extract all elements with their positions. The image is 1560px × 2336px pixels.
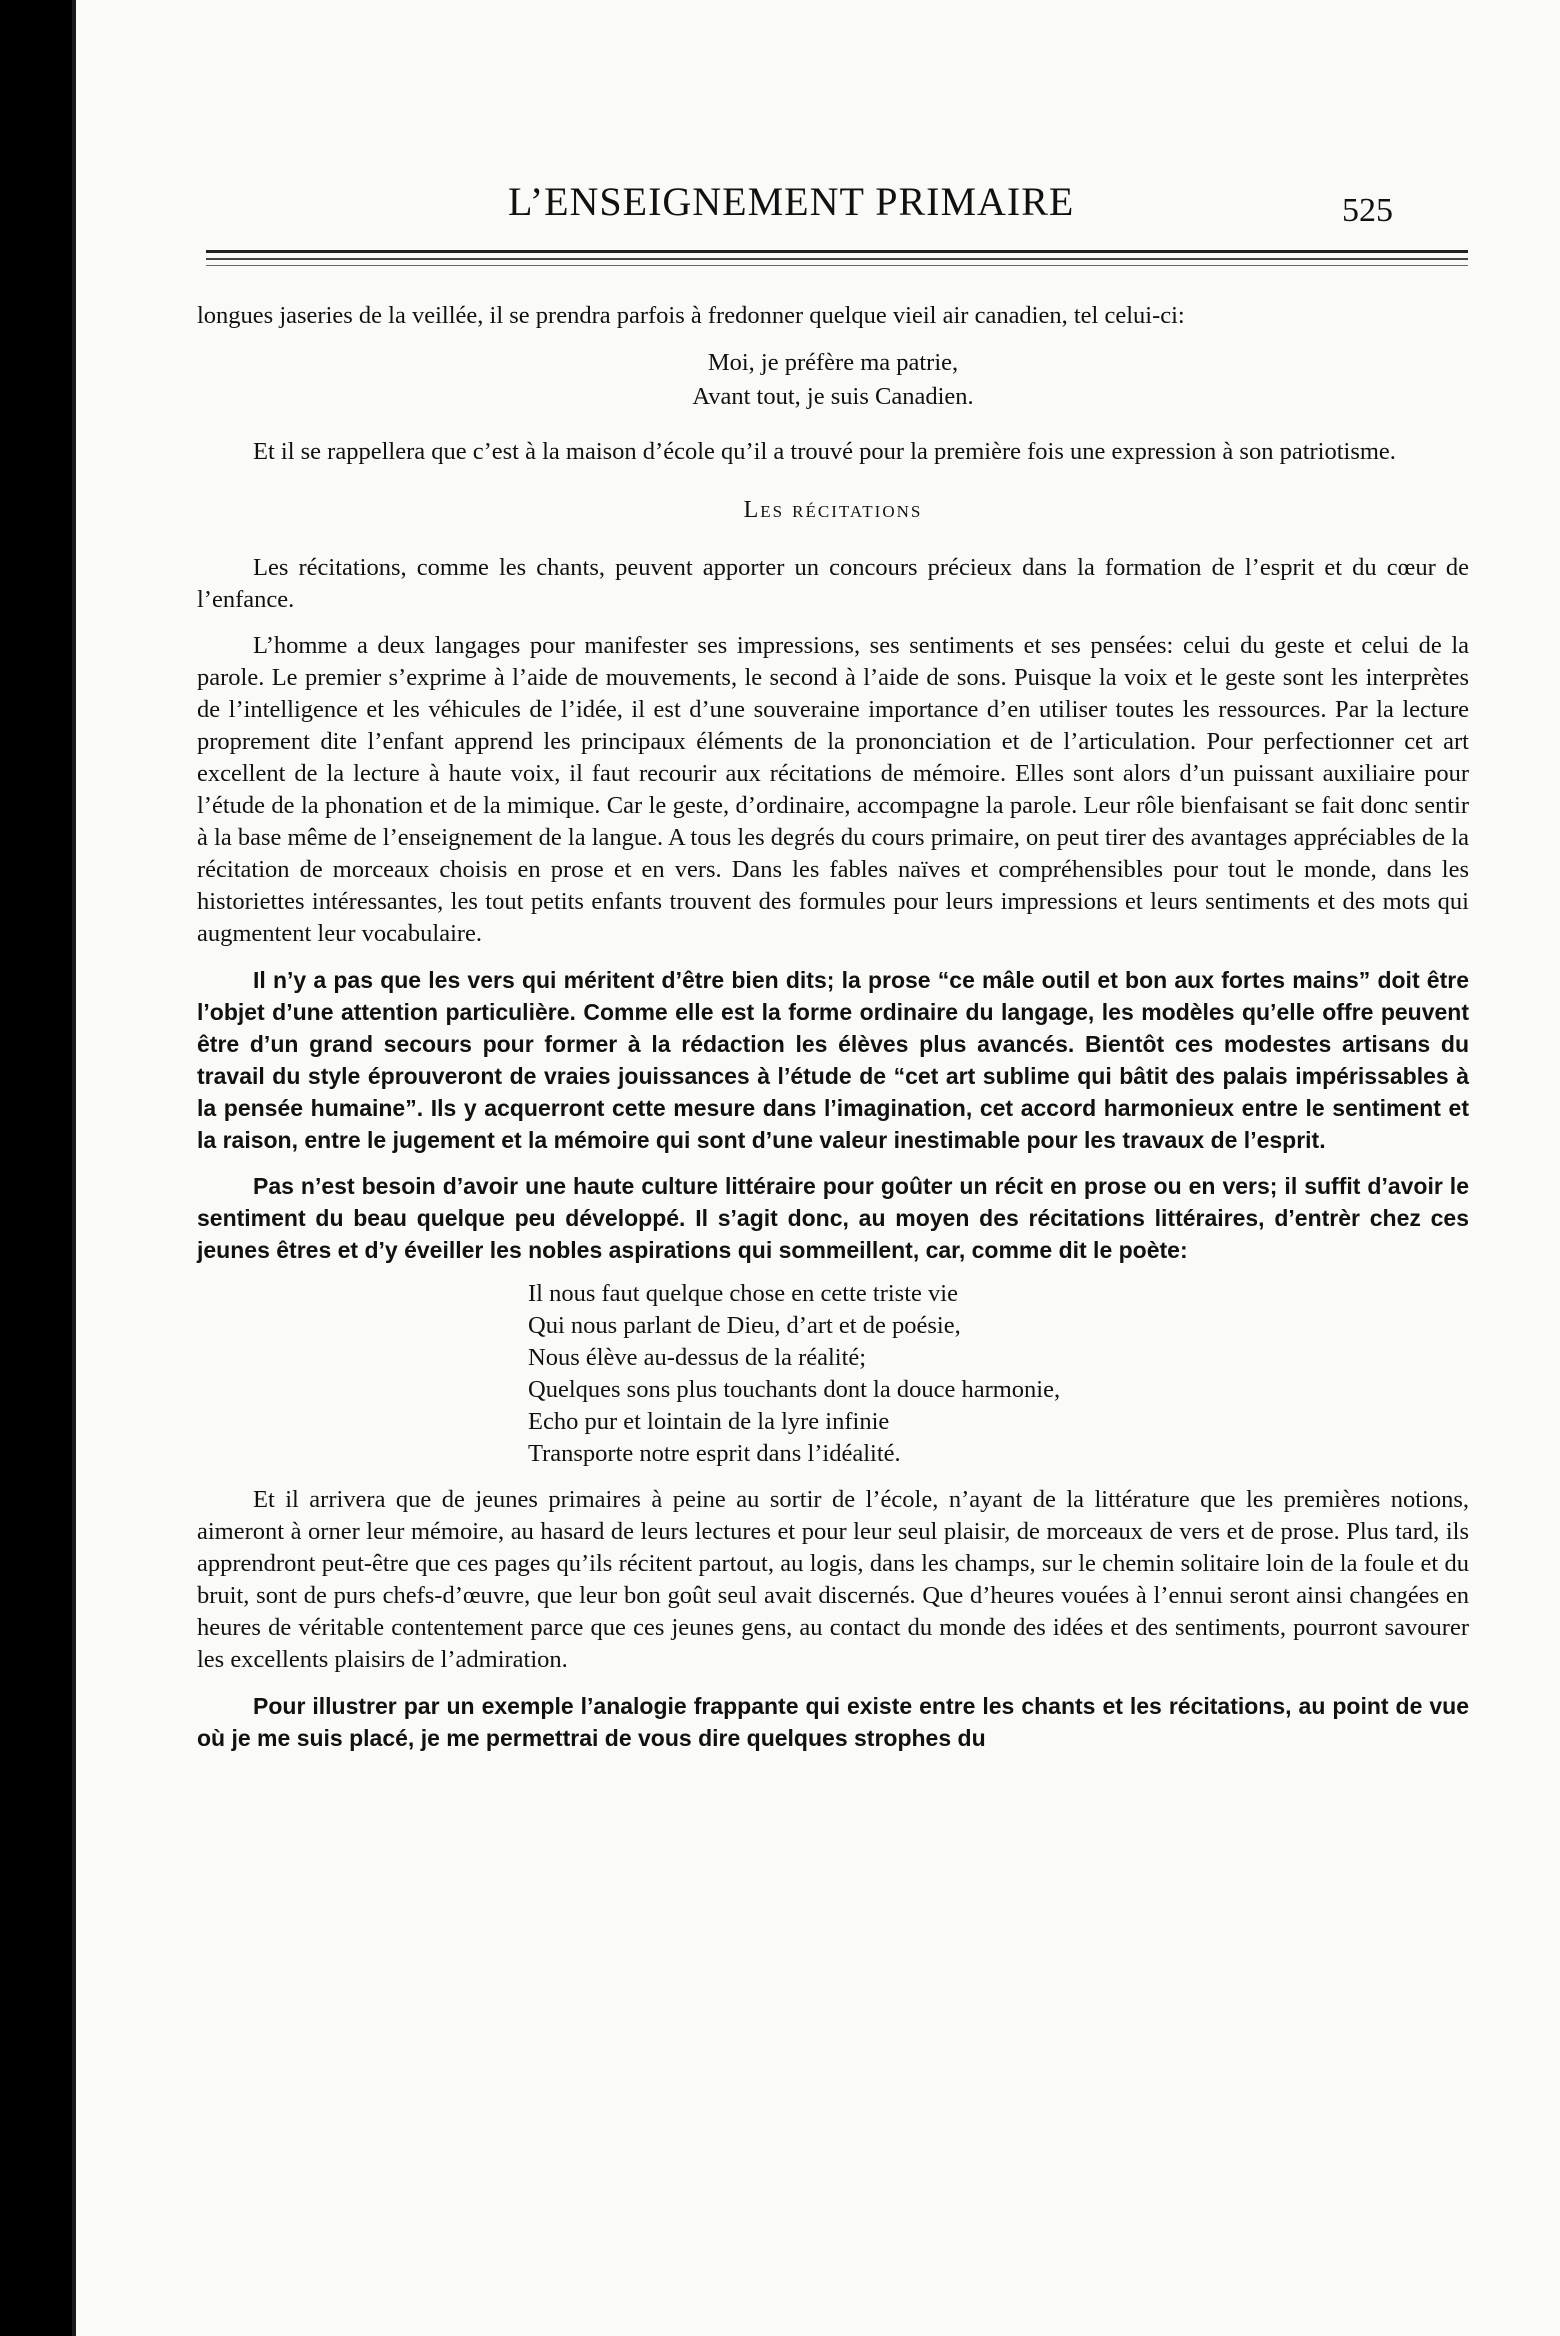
paragraph-jeunes-primaires: Et il arrivera que de jeunes primaires à peine au sortir de l’école, n’ayant de la littérature que les premières notions, aimeront à orner leur mémoire, au hasard de leurs lectures et pour leur seul plaisir, de morceaux de vers et de prose. Plus tard, ils apprendront peut-être que ces pages qu’ils récitent partout, au logis, dans les champs, sur le chemin solitaire loin de la foule et du bruit, sont de purs chefs-d’œuvre, que leur bon goût seul avait discernés. Que d’heures vouées à l’ennui seront ainsi changées en heures de véritable contentement parce que ces jeunes gens, au contact du monde des idées et des sentiments, pourront savourer les excellents plaisirs de l’admiration. <box>197 1486 1469 1673</box>
section-heading: Les récitations <box>743 497 923 523</box>
verse-line: Moi, je préfère ma patrie, <box>707 349 959 376</box>
page-body <box>197 300 1469 1754</box>
paragraph-recitations-intro: Les récitations, comme les chants, peuvent apporter un concours précieux dans la formation de l’esprit et du cœur de l’enfance. <box>197 554 1469 613</box>
paragraph-continuation: longues jaseries de la veillée, il se prendra parfois à fredonner quelque vieil air canadien, tel celui-ci: <box>197 302 1185 329</box>
paragraph-patriotisme: Et il se rappellera que c’est à la maison d’école qu’il a trouvé pour la première fois une expression à son patriotisme. <box>253 438 1396 465</box>
verse-line: Quelques sons plus touchants dont la douce harmonie, <box>528 1376 1061 1403</box>
verse-quote-poete <box>528 1278 1469 1470</box>
paragraph-deux-langages: L’homme a deux langages pour manifester ses impressions, ses sentiments et ses pensées: celui du geste et celui de la parole. Le premier s’exprime à l’aide de mouvements, le second à l’aide de sons. Puisque la voix et le geste sont les interprètes de l’intelligence et les véhicules de l’idée, il est d’une souveraine importance d’en utiliser toutes les ressources. Par la lecture proprement dite l’enfant apprend les principaux éléments de la prononciation et de l’articulation. Pour perfectionner cet art excellent de la lecture à haute voix, il faut recourir aux récitations de mémoire. Elles sont alors d’un puissant auxiliaire pour l’étude de la phonation et de la mimique. Car le geste, d’ordinaire, accompagne la parole. Leur rôle bienfaisant se fait donc sentir à la base même de l’enseignement de la langue. A tous les degrés du cours primaire, on peut tirer des avantages appréciables de la récitation de morceaux choisis en prose et en vers. Dans les fables naïves et compréhensibles pour tout le monde, dans les historiettes intéressantes, les tout petits enfants trouvent des formules pour leurs impressions et leurs sentiments et des mots qui augmentent leur vocabulaire. <box>197 632 1469 947</box>
running-head-title: L’ENSEIGNEMENT PRIMAIRE <box>508 179 1075 224</box>
verse-line: Nous élève au-dessus de la réalité; <box>528 1344 867 1371</box>
verse-quote-patrie <box>197 346 1469 414</box>
header-rule-thick <box>206 250 1468 253</box>
verse-line: Qui nous parlant de Dieu, d’art et de poésie, <box>528 1312 961 1339</box>
page-gutter-edge <box>72 0 76 2336</box>
paragraph-illustrer: Pour illustrer par un exemple l’analogie frappante qui existe entre les chants et les récitations, au point de vue où je me suis placé, je me permettrai de vous dire quelques strophes du <box>197 1693 1469 1751</box>
page-number: 525 <box>1342 192 1393 229</box>
verse-line: Avant tout, je suis Canadien. <box>692 383 974 410</box>
verse-line: Il nous faut quelque chose en cette triste vie <box>528 1280 958 1307</box>
paragraph-culture-litteraire: Pas n’est besoin d’avoir une haute culture littéraire pour goûter un récit en prose ou en vers; il suffit d’avoir le sentiment du beau quelque peu développé. Il s’agit donc, au moyen des récitations littéraires, d’entrèr chez ces jeunes êtres et d’y éveiller les nobles aspirations qui sommeillent, car, comme dit le poète: <box>197 1173 1469 1263</box>
book-page <box>72 0 1560 2336</box>
header-rule-middle <box>206 258 1468 260</box>
running-header <box>72 178 1560 238</box>
verse-line: Transporte notre esprit dans l’idéalité. <box>528 1440 901 1467</box>
paragraph-prose: Il n’y a pas que les vers qui méritent d’être bien dits; la prose “ce mâle outil et bon aux fortes mains” doit être l’objet d’une attention particulière. Comme elle est la forme ordinaire du langage, les modèles qu’elle offre peuvent être d’un grand secours pour former à la rédaction les élèves plus avancés. Bientôt ces modestes artisans du travail du style éprouveront de vraies jouissances à l’étude de “cet art sublime qui bâtit des palais impérissables à la pensée humaine”. Ils y acquerront cette mesure dans l’imagination, cet accord harmonieux entre le sentiment et la raison, entre le jugement et la mémoire qui sont d’une valeur inestimable pour les travaux de l’esprit. <box>197 967 1469 1153</box>
verse-line: Echo pur et lointain de la lyre infinie <box>528 1408 890 1435</box>
header-rule-thin <box>206 265 1468 266</box>
